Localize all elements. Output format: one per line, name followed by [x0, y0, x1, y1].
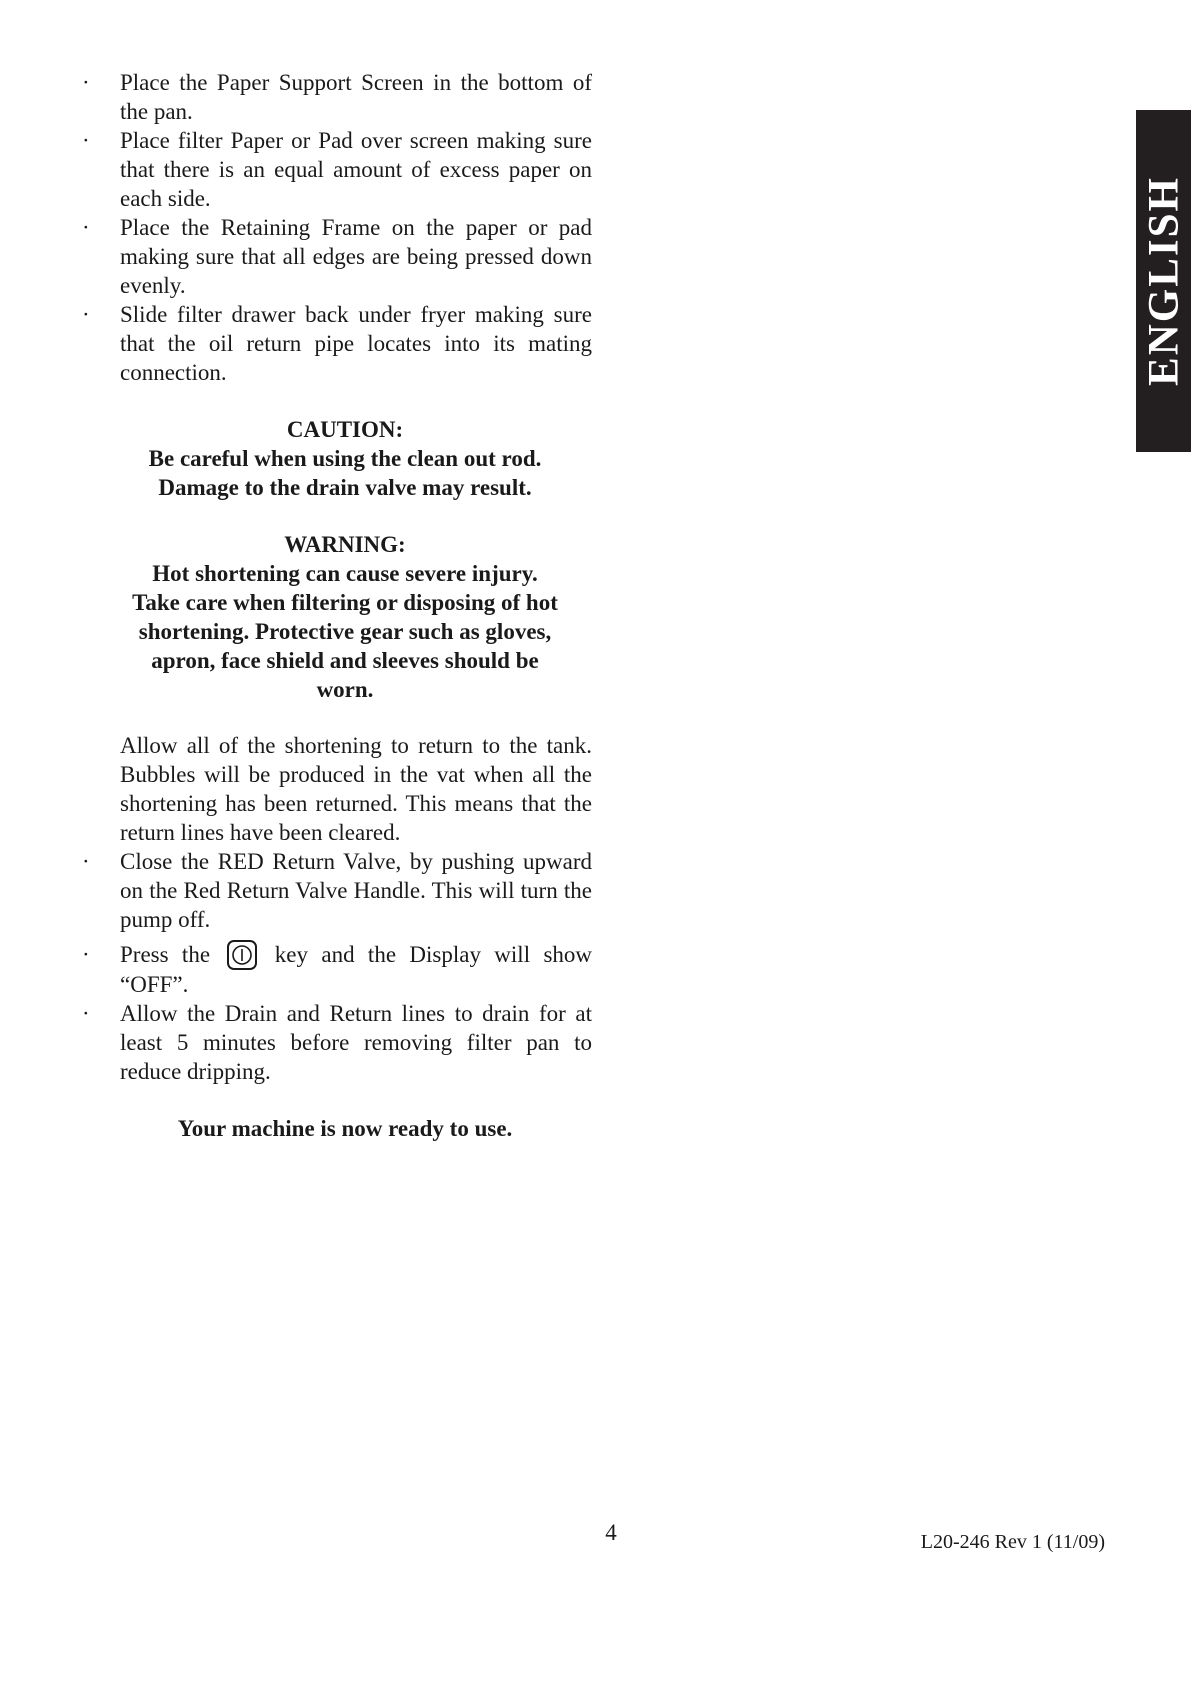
ready-message: Your machine is now ready to use.	[177, 1115, 513, 1141]
list-item	[78, 213, 592, 300]
step-text-after-key: key and the Display will show “OFF”.	[120, 942, 593, 997]
language-tab-label: ENGLISH	[1140, 176, 1187, 386]
step-text: Allow the Drain and Return lines to drain for at least 5 minutes before removing filter pan to reduce dripping.	[120, 1000, 592, 1084]
caution-notice	[78, 415, 592, 502]
caution-body: Be careful when using the clean out rod. Damage to the drain valve may result.	[148, 446, 542, 500]
step-text: Place filter Paper or Pad over screen making sure that there is an equal amount of excess paper on each side.	[120, 128, 592, 211]
bullet: ·	[82, 1000, 90, 1026]
step-text-before-key: Press the	[120, 942, 211, 967]
return-paragraph: Allow all of the shortening to return to the tank. Bubbles will be produced in the vat when all the shortening has been returned. This means that the return lines have been cleared.	[120, 733, 592, 845]
caution-heading: CAUTION:	[286, 417, 404, 442]
main-column	[78, 68, 592, 1143]
bullet: ·	[82, 128, 90, 153]
step-text: Place the Paper Support Screen in the bottom of the pan.	[120, 70, 592, 124]
bullet: ·	[82, 849, 90, 874]
bullet: ·	[82, 942, 90, 967]
step-text: Close the RED Return Valve, by pushing upward on the Red Return Valve Handle. This will turn the pump off.	[120, 849, 592, 932]
warning-body: Hot shortening can cause severe injury. Take care when filtering or disposing of hot shortening. Protective gear such as gloves, apron, face shield and sleeves should be worn.	[132, 561, 558, 702]
list-item	[78, 999, 592, 1086]
bullet: ·	[82, 70, 90, 95]
warning-heading: WARNING:	[284, 532, 406, 557]
step-text: Slide filter drawer back under fryer making sure that the oil return pipe locates into its mating connection.	[120, 302, 592, 385]
step-text: Place the Retaining Frame on the paper or pad making sure that all edges are being pressed down evenly.	[120, 215, 592, 298]
list-item	[78, 300, 592, 387]
power-key-icon	[227, 940, 257, 970]
warning-notice	[78, 530, 592, 704]
list-item	[78, 68, 592, 126]
bullet: ·	[82, 302, 90, 327]
list-item	[78, 847, 592, 934]
list-item	[78, 126, 592, 213]
list-item	[78, 940, 592, 999]
language-tab	[1136, 110, 1191, 452]
page-number: 4	[605, 1520, 617, 1545]
document-code: L20-246 Rev 1 (11/09)	[920, 1531, 1105, 1553]
bullet: ·	[82, 215, 90, 240]
